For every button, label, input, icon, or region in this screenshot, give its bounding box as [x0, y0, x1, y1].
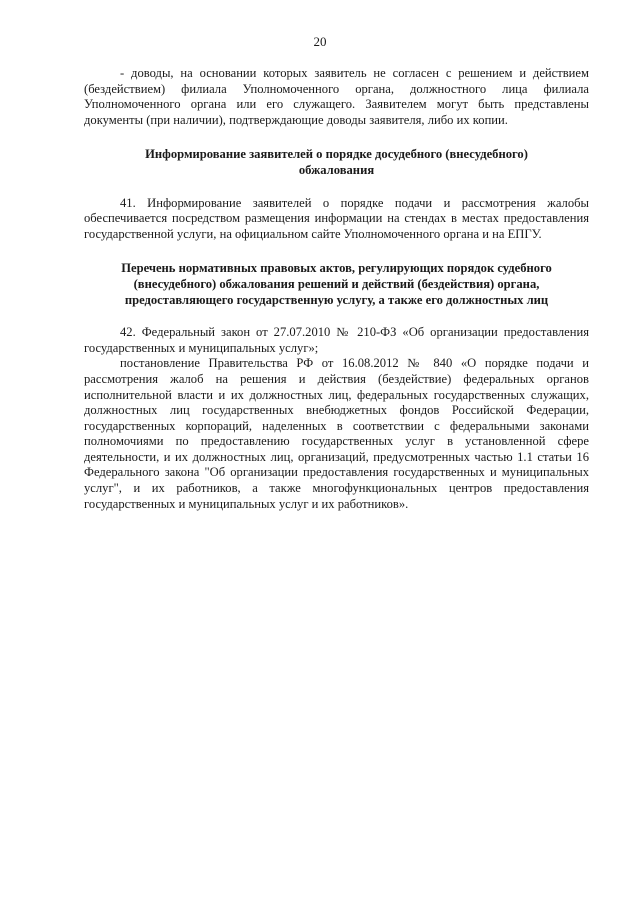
paragraph-resolution-840: постановление Правительства РФ от 16.08.2012 № 840 «О порядке подачи и рассмотрения жалоб на решения и действия (бездействие) федеральных органов исполнительной власти и их должностных лиц, федеральных государственных служащих, должностных лиц государственных внебюджетных фондов Российской Федерации, государственных корпораций, наделенных в соответствии с федеральными законами полномочиями по предоставлению государственных услуг в установленной сфере деятельности, и их должностных лиц, организаций, предусмотренных частью 1.1 статьи 16 Федерального закона "Об организации предоставления государственных и муниципальных услуг", и их работников, а также многофункциональных центров предоставления государственных и муниципальных услуг и их работников». — [84, 356, 589, 511]
spacer — [84, 242, 589, 261]
section-heading-legal-acts: Перечень нормативных правовых актов, регулирующих порядок судебного (внесудебного) обжалования решений и действий (бездействия) органа, предоставляющего государственную услугу, а также его должностных лиц — [121, 261, 552, 307]
paragraph-42: 42. Федеральный закон от 27.07.2010 № 210-ФЗ «Об организации предоставления государственных и муниципальных услуг»; — [84, 325, 589, 355]
section-heading-informing: Информирование заявителей о порядке досудебного (внесудебного) обжалования — [145, 147, 528, 177]
spacer — [84, 128, 589, 147]
paragraph-41: 41. Информирование заявителей о порядке подачи и рассмотрения жалобы обеспечивается посредством размещения информации на стендах в местах предоставления государственной услуги, на официальном сайте Уполномоченного органа и на ЕПГУ. — [84, 195, 589, 241]
page-number: 20 — [313, 34, 327, 49]
spacer — [84, 308, 589, 325]
spacer — [84, 179, 589, 196]
page-content — [84, 66, 589, 512]
intro-paragraph: - доводы, на основании которых заявитель не согласен с решением и действием (бездействием) филиала Уполномоченного органа, должностного лица филиала Уполномоченного органа или его служащего. Заявителем могут быть представлены документы (при наличии), подтверждающие доводы заявителя, либо их копии. — [84, 66, 589, 127]
